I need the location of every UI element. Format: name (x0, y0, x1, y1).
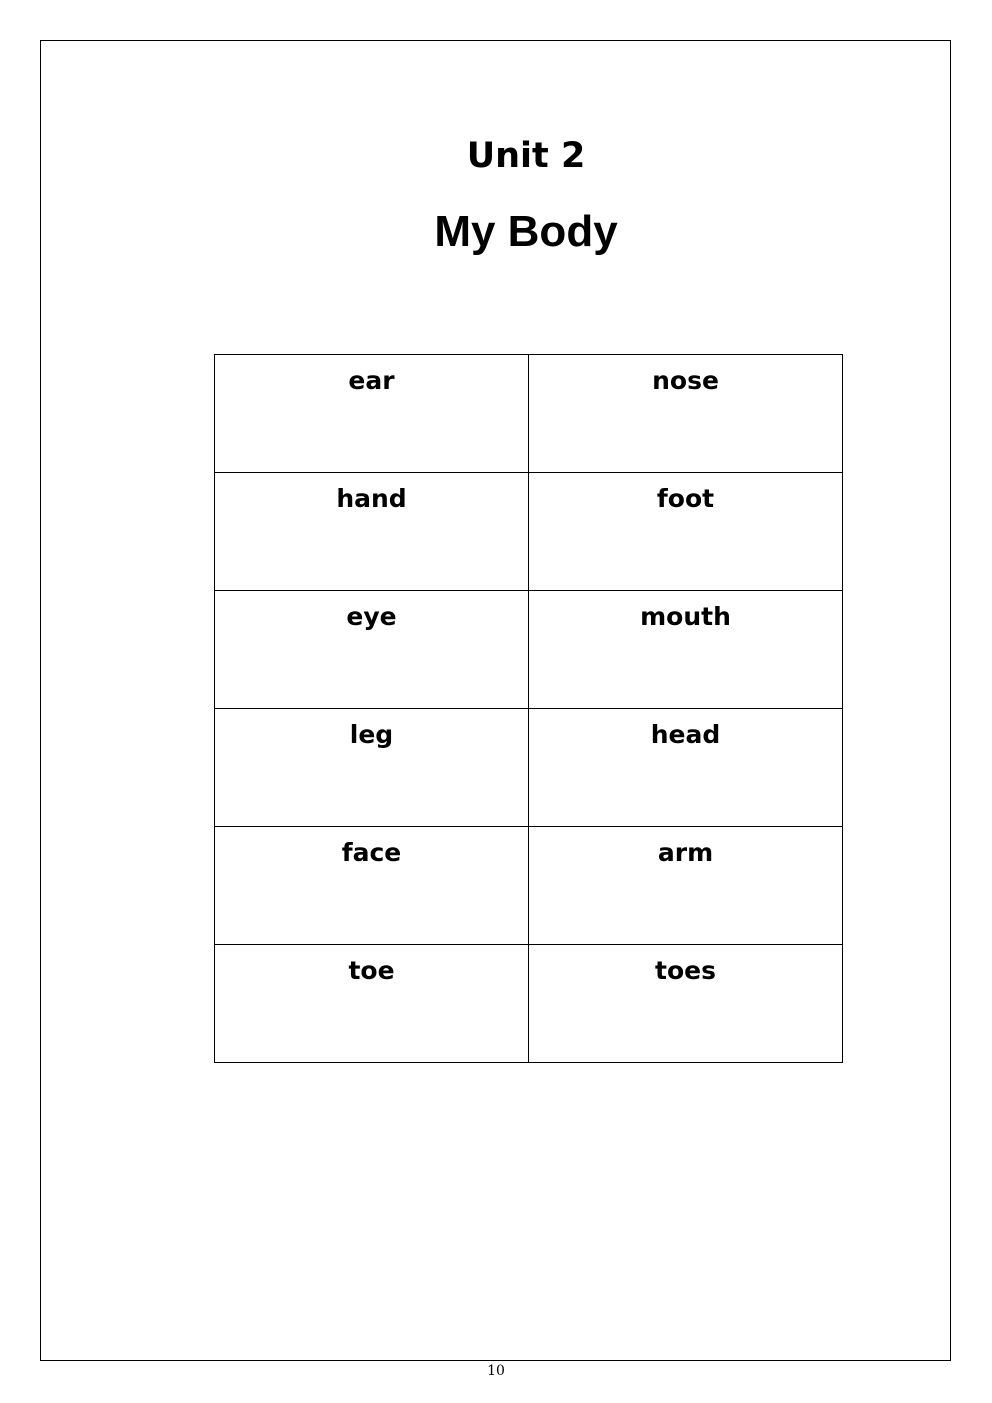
table-row (215, 709, 843, 827)
page-number: 10 (487, 1363, 505, 1379)
vocab-cell: hand (215, 473, 529, 591)
vocab-cell: ear (215, 355, 529, 473)
table-row (215, 473, 843, 591)
page-title: My Body (434, 207, 618, 256)
table-row (215, 591, 843, 709)
vocab-cell: foot (529, 473, 843, 591)
vocab-cell: eye (215, 591, 529, 709)
vocab-cell: nose (529, 355, 843, 473)
unit-heading: Unit 2 (466, 136, 586, 176)
vocab-cell: arm (529, 827, 843, 945)
vocabulary-table (214, 354, 843, 1063)
table-row (215, 945, 843, 1063)
vocab-cell: leg (215, 709, 529, 827)
vocab-cell: face (215, 827, 529, 945)
table-row (215, 355, 843, 473)
vocab-cell: head (529, 709, 843, 827)
vocab-cell: toes (529, 945, 843, 1063)
table-row (215, 827, 843, 945)
vocab-cell: toe (215, 945, 529, 1063)
vocab-cell: mouth (529, 591, 843, 709)
